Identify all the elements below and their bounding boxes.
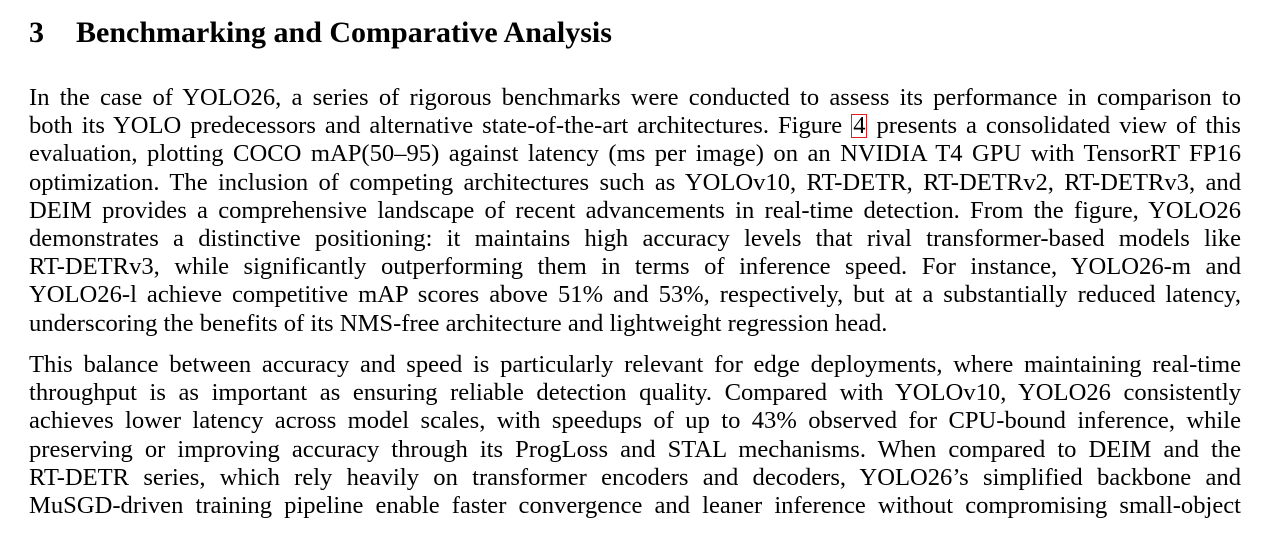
text-line: achieves lower latency across model scales, with speedups of up to 43% observed for CPU-bound inference, while [29, 407, 1241, 435]
text-line: demonstrates a distinctive positioning: it maintains high accuracy levels that rival transformer-based models like [29, 224, 1241, 252]
text-line: In the case of YOLO26, a series of rigorous benchmarks were conducted to assess its performance in comparison to [29, 84, 1241, 111]
paragraph-benchmarks [29, 84, 1241, 338]
text-line: throughput is as important as ensuring reliable detection quality. Compared with YOLOv10, YOLO26 consistently [29, 379, 1241, 407]
section-title: Benchmarking and Comparative Analysis [76, 16, 612, 49]
text-line: DEIM provides a comprehensive landscape of recent advancements in real-time detection. From the figure, YOLO26 [29, 196, 1241, 224]
paragraph-edge-deployment [29, 351, 1241, 520]
text-line: preserving or improving accuracy through its ProgLoss and STAL mechanisms. When compared to DEIM and the [29, 435, 1241, 463]
section-heading [29, 14, 612, 52]
text-line: optimization. The inclusion of competing architectures such as YOLOv10, RT-DETR, RT-DETRv2, RT-DETRv3, and [29, 168, 1241, 196]
figure-reference-link[interactable]: 4 [853, 112, 866, 140]
text-line: This balance between accuracy and speed is particularly relevant for edge deployments, where maintaining real-time [29, 351, 1241, 378]
text-fragment: both its YOLO predecessors and alternative state-of-the-art architectures. Figure [29, 112, 852, 140]
text-line: RT-DETR series, which rely heavily on transformer encoders and decoders, YOLO26’s simplified backbone and [29, 463, 1241, 491]
text-line: YOLO26-l achieve competitive mAP scores above 51% and 53%, respectively, but at a substantially reduced latency, [29, 281, 1241, 309]
text-line: MuSGD-driven training pipeline enable faster convergence and leaner inference without compromising small-object [29, 491, 1241, 519]
text-line: underscoring the benefits of its NMS-free architecture and lightweight regression head. [29, 309, 888, 337]
text-line: RT-DETRv3, while significantly outperforming them in terms of inference speed. For instance, YOLO26-m and [29, 253, 1241, 281]
text-fragment: presents a consolidated view of this [867, 112, 1241, 140]
text-line [29, 112, 1241, 140]
section-number: 3 [29, 16, 44, 49]
text-line: evaluation, plotting COCO mAP(50–95) against latency (ms per image) on an NVIDIA T4 GPU with TensorRT FP16 [29, 140, 1241, 168]
